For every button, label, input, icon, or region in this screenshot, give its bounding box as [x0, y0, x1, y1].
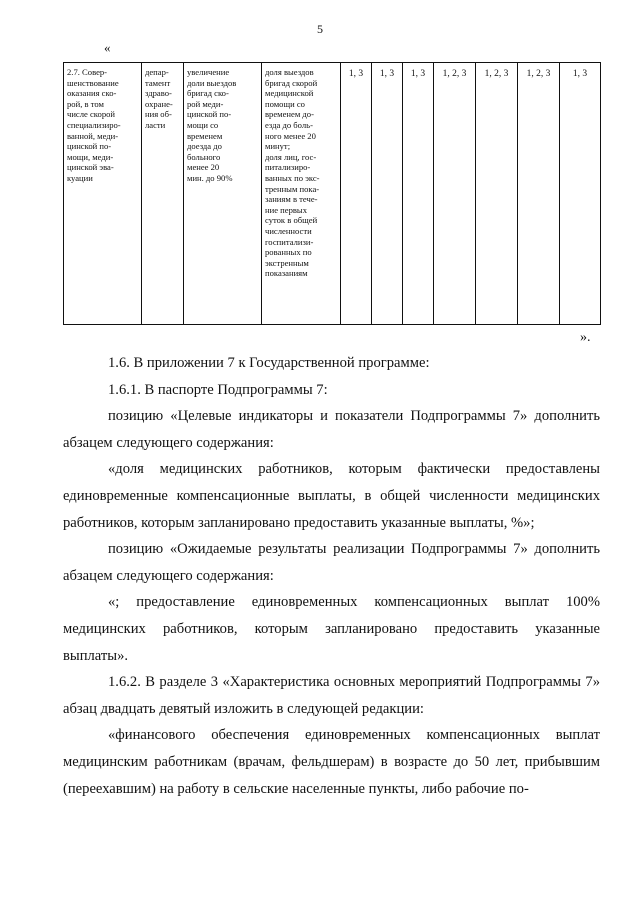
opening-quote-mark: « [104, 40, 111, 55]
cell-year-value: 1, 2, 3 [434, 63, 476, 325]
cell-year-value: 1, 3 [403, 63, 434, 325]
paragraph: позицию «Ожидаемые результаты реализации Подпрограммы 7» дополнить абзацем следующего содержания: [63, 541, 600, 584]
document-body [63, 350, 600, 802]
cell-year-value: 1, 3 [372, 63, 403, 325]
program-table [63, 62, 601, 325]
paragraph: 1.6.1. В паспорте Подпрограммы 7: [108, 381, 328, 398]
cell-year-value: 1, 2, 3 [476, 63, 518, 325]
cell-measure: 2.7. Совер- шенствование оказания ско- рой, в том числе скорой специализиро- ванной, меди- цинской по- мощи, меди- цинской эва- куации [64, 63, 142, 325]
cell-executor: депар- тамент здраво- охране- ния об- ласти [142, 63, 184, 325]
paragraph: «финансового обеспечения единовременных компенсационных выплат медицинским работникам (врачам, фельдшерам) в возрасте до 50 лет, прибывшим (переехавшим) на работу в сельские населенные пункты, либо рабочие по- [63, 727, 600, 797]
paragraph: позицию «Целевые индикаторы и показатели Подпрограммы 7» дополнить абзацем следующего содержания: [63, 408, 600, 451]
page-number: 5 [317, 22, 323, 36]
closing-quote-mark: ». [580, 330, 591, 345]
cell-year-value: 1, 2, 3 [518, 63, 560, 325]
cell-indicators: доля выездов бригад скорой медицинской помощи со временем до- езда до боль- ного менее 20 минут; доля лиц, гос- питализиро- ванных по экс- тренным пока- заниям в тече- ние первых суток в общей численности госпитализи- рованных по экстренным показаниям [262, 63, 341, 325]
cell-year-value: 1, 3 [341, 63, 372, 325]
paragraph: «; предоставление единовременных компенсационных выплат 100% медицинских работников, которым запланировано предоставить указанные выплаты». [63, 594, 600, 664]
cell-year-value: 1, 3 [560, 63, 601, 325]
paragraph: «доля медицинских работников, которым фактически предоставлены единовременные компенсационные выплаты, в общей численности медицинских работников, которым запланировано предоставить указанные выплаты, %»; [63, 461, 600, 531]
paragraph: 1.6. В приложении 7 к Государственной программе: [108, 355, 430, 371]
table-row [64, 63, 601, 325]
cell-expected-result: увеличение доли выездов бригад ско- рой меди- цинской по- мощи со временем доезда до больного менее 20 мин. до 90% [184, 63, 262, 325]
paragraph: 1.6.2. В разделе 3 «Характеристика основных мероприятий Подпрограммы 7» абзац двадцать девятый изложить в следующей редакции: [63, 674, 600, 717]
